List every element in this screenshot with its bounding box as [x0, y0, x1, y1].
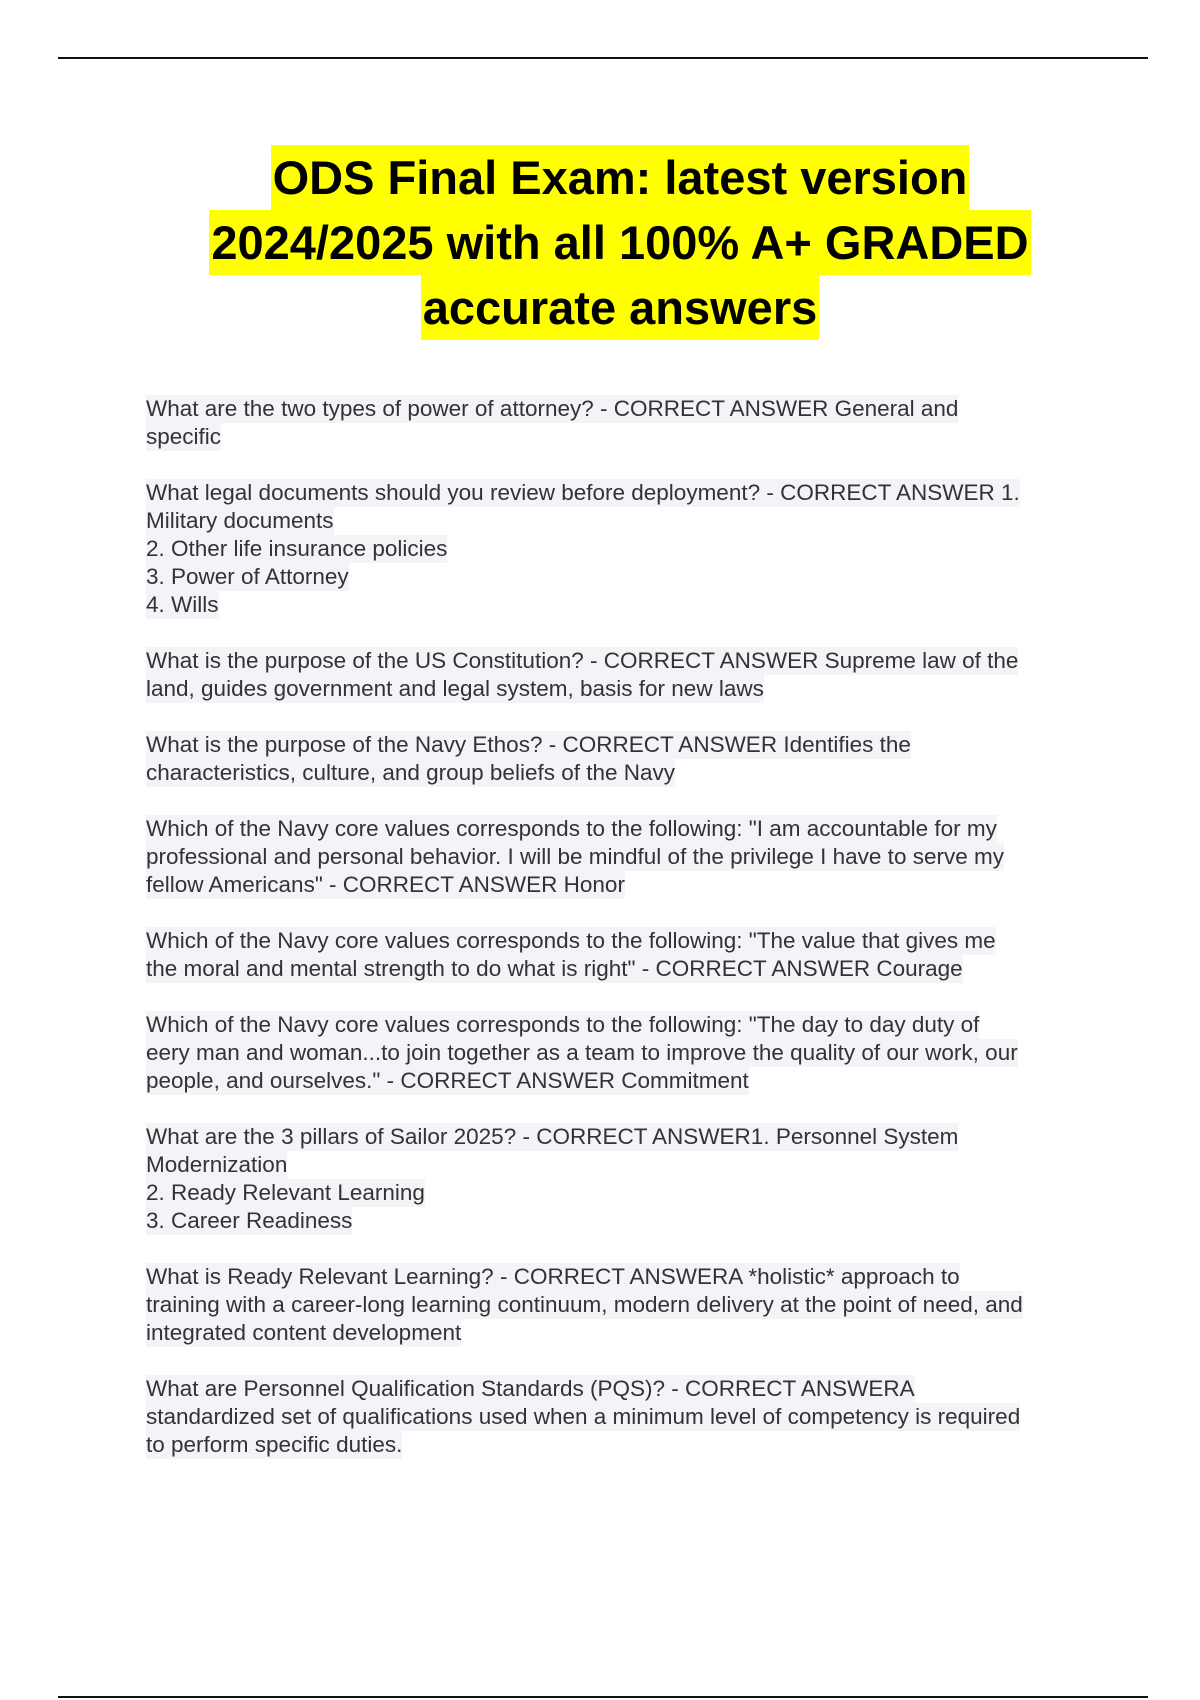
- qa-text-line: standardized set of qualifications used when a minimum level of competency is required: [146, 1404, 1021, 1429]
- qa-text-line: professional and personal behavior. I will be mindful of the privilege I have to serve my: [146, 844, 1004, 869]
- qa-text-line: Military documents: [146, 508, 334, 533]
- qa-text-line: Modernization: [146, 1152, 288, 1177]
- qa-item: [146, 479, 1146, 619]
- top-divider: [58, 57, 1148, 59]
- qa-text-line: What are the two types of power of attorney? - CORRECT ANSWER General and: [146, 396, 959, 421]
- qa-text-line: the moral and mental strength to do what is right" - CORRECT ANSWER Courage: [146, 956, 963, 981]
- qa-text-line: integrated content development: [146, 1320, 462, 1345]
- qa-text-line: What are Personnel Qualification Standards (PQS)? - CORRECT ANSWERA: [146, 1376, 915, 1401]
- bottom-divider: [58, 1696, 1148, 1698]
- qa-item: [146, 927, 1146, 983]
- qa-text-line: Which of the Navy core values corresponds to the following: "The value that gives me: [146, 928, 996, 953]
- title-line: accurate answers: [421, 275, 820, 340]
- qa-text-line: What is Ready Relevant Learning? - CORRECT ANSWERA *holistic* approach to: [146, 1264, 960, 1289]
- qa-text-line: fellow Americans" - CORRECT ANSWER Honor: [146, 872, 625, 897]
- qa-text-line: Which of the Navy core values corresponds to the following: "I am accountable for my: [146, 816, 997, 841]
- qa-text-line: What are the 3 pillars of Sailor 2025? - CORRECT ANSWER1. Personnel System: [146, 1124, 959, 1149]
- qa-text-line: people, and ourselves." - CORRECT ANSWER Commitment: [146, 1068, 749, 1093]
- qa-text-line: characteristics, culture, and group beliefs of the Navy: [146, 760, 676, 785]
- qa-text-line: 3. Career Readiness: [146, 1208, 353, 1233]
- document-title: [100, 145, 1140, 340]
- qa-text-line: Which of the Navy core values corresponds to the following: "The day to day duty of: [146, 1012, 980, 1037]
- qa-text-line: 4. Wills: [146, 592, 219, 617]
- qa-item: [146, 815, 1146, 899]
- qa-item: [146, 647, 1146, 703]
- qa-item: [146, 731, 1146, 787]
- qa-text-line: training with a career-long learning continuum, modern delivery at the point of need, and: [146, 1292, 1023, 1317]
- qa-item: [146, 395, 1146, 451]
- qa-text-line: land, guides government and legal system, basis for new laws: [146, 676, 764, 701]
- qa-text-line: What legal documents should you review before deployment? - CORRECT ANSWER 1.: [146, 480, 1020, 505]
- qa-text-line: 2. Ready Relevant Learning: [146, 1180, 425, 1205]
- qa-text-line: What is the purpose of the US Constitution? - CORRECT ANSWER Supreme law of the: [146, 648, 1019, 673]
- qa-item: [146, 1123, 1146, 1235]
- qa-item: [146, 1375, 1146, 1459]
- qa-text-line: What is the purpose of the Navy Ethos? - CORRECT ANSWER Identifies the: [146, 732, 911, 757]
- qa-text-line: eery man and woman...to join together as a team to improve the quality of our work, our: [146, 1040, 1018, 1065]
- title-line: ODS Final Exam: latest version: [271, 145, 970, 210]
- qa-item: [146, 1011, 1146, 1095]
- title-line: 2024/2025 with all 100% A+ GRADED: [209, 210, 1030, 275]
- qa-list: [146, 395, 1146, 1487]
- qa-text-line: to perform specific duties.: [146, 1432, 403, 1457]
- qa-text-line: 2. Other life insurance policies: [146, 536, 448, 561]
- qa-text-line: specific: [146, 424, 222, 449]
- qa-item: [146, 1263, 1146, 1347]
- qa-text-line: 3. Power of Attorney: [146, 564, 349, 589]
